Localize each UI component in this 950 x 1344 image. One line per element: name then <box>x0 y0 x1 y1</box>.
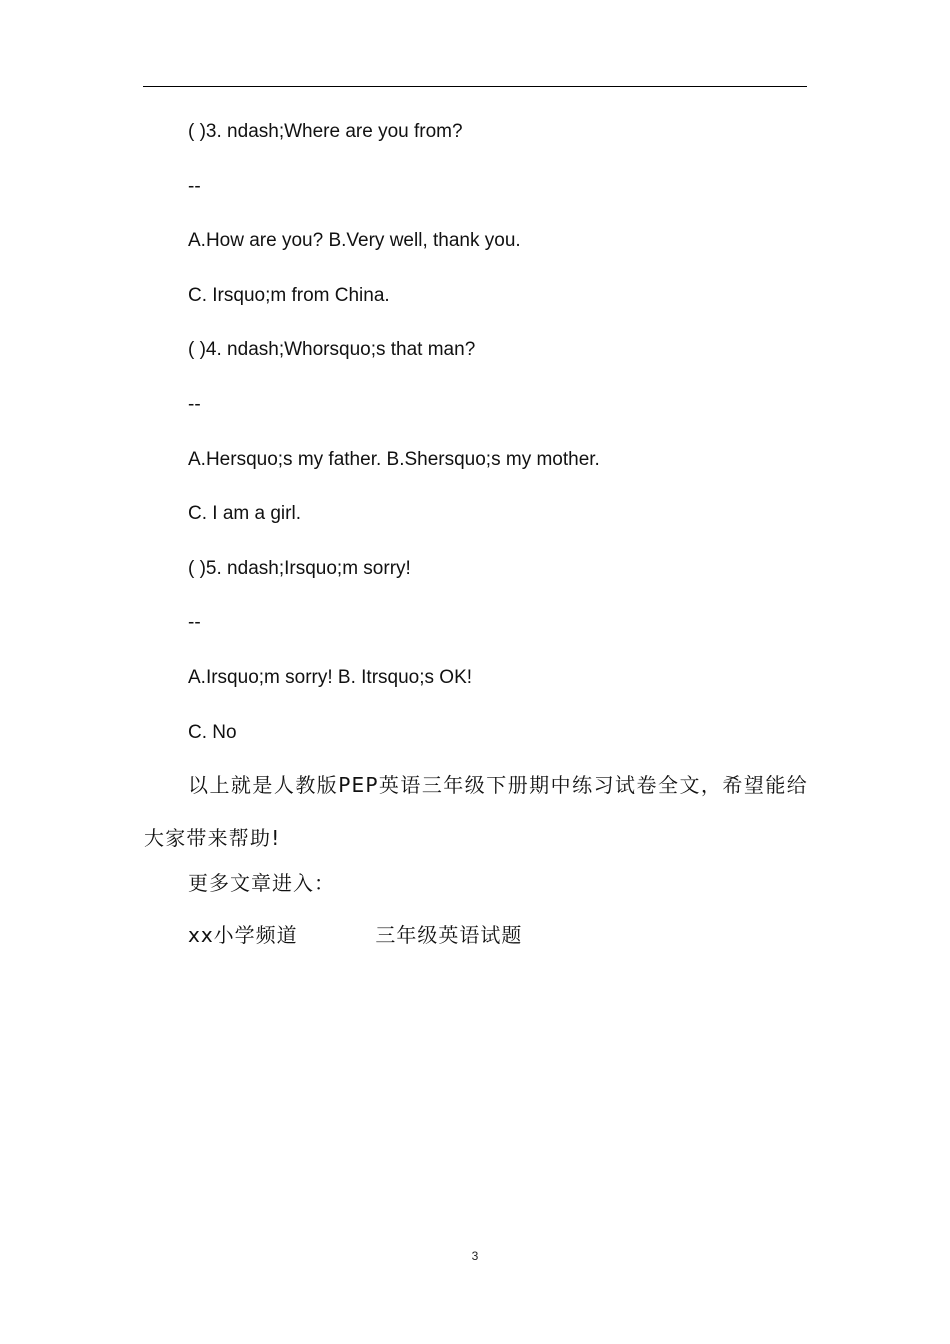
options-3-ab: A.How are you? B.Very well, thank you. <box>188 230 521 252</box>
header-rule <box>143 86 807 87</box>
link-primary-school-channel[interactable]: xx小学频道 <box>188 922 298 947</box>
question-4: ( )4. ndash;Whorsquo;s that man? <box>188 339 476 361</box>
question-3: ( )3. ndash;Where are you from? <box>188 121 463 142</box>
answer-blank-3: -- <box>188 175 201 197</box>
options-4-ab: A.Hersquo;s my father. B.Shersquo;s my mother. <box>188 448 600 470</box>
question-5: ( )5. ndash;Irsquo;m sorry! <box>188 557 411 579</box>
options-3-c: C. Irsquo;m from China. <box>188 284 390 306</box>
document-body <box>144 120 808 947</box>
related-links <box>144 923 808 947</box>
answer-blank-4: -- <box>188 393 201 415</box>
answer-blank-5: -- <box>188 612 201 634</box>
more-articles-label: 更多文章进入： <box>188 870 335 895</box>
closing-paragraph: 以上就是人教版PEP英语三年级下册期中练习试卷全文，希望能给大家带来帮助! <box>144 772 808 850</box>
link-grade3-english-tests[interactable]: 三年级英语试题 <box>375 922 523 947</box>
options-5-c: C. No <box>188 721 237 743</box>
options-4-c: C. I am a girl. <box>188 503 301 525</box>
page-number: 3 <box>471 1249 479 1263</box>
options-5-ab: A.Irsquo;m sorry! B. Itrsquo;s OK! <box>188 666 473 688</box>
